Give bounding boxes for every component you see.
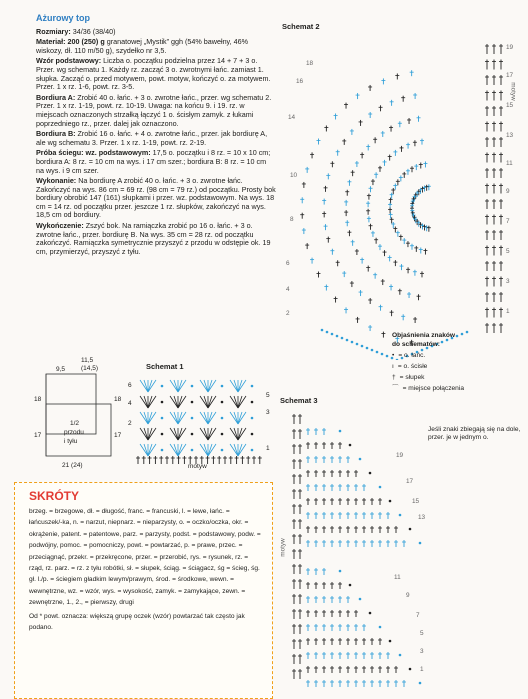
s2-row-10: 10 — [290, 172, 298, 179]
s2-row-3: 3 — [506, 278, 510, 285]
s2-row-11: 11 — [506, 160, 513, 167]
chart-mark — [191, 401, 194, 404]
piece-label-2: przodu — [64, 429, 84, 436]
chart-mark — [326, 331, 329, 334]
legend-heading-1: Objaśnienia znaków — [392, 332, 456, 339]
chart-mark — [178, 412, 182, 424]
chart-mark — [351, 341, 354, 344]
chart-mark — [208, 380, 216, 392]
chart-mark — [208, 396, 216, 408]
para-7: Wykończenie: Zszyć bok. Na ramiączka zrobić po 16 o. łańc. + 3 o. zwrotne łańc., przer. bordiurę B. Na wys. 35 cm = 28 rz. od początku zakończyć. Ramiączka symetrycznie przyszyć z przodu w odstępie ok. 19 cm, przymierzyć, przyszyć z tyłu. — [36, 221, 271, 256]
chart-mark — [161, 433, 164, 436]
dim-left-top: 9,5 — [56, 366, 66, 373]
schemat-3-title: Schemat 3 — [280, 396, 318, 405]
chart-mark — [251, 401, 254, 404]
chart-mark — [234, 428, 238, 440]
chart-mark — [238, 412, 242, 424]
chart-mark — [208, 444, 216, 456]
schemat-3-svg — [280, 408, 440, 694]
s2-row-13: 13 — [506, 132, 514, 139]
chart-mark — [238, 396, 246, 408]
dim-top-sub: (14,5) — [81, 365, 98, 372]
chart-mark — [389, 500, 392, 503]
chart-mark — [369, 472, 372, 475]
abbreviations-note: Od * powt. oznacza: większą grupę oczek (wzór) powtarzać tak często jak podano. — [29, 612, 245, 632]
page-title: Ażurowy top — [36, 13, 90, 23]
chart-mark — [389, 640, 392, 643]
chart-mark — [148, 428, 156, 440]
para-2: Wzór podstawowy: Liczba o. początku podzielna przez 14 + 7 + 3 o. Przer. wg schematu 1. Każdy rz. zacząć 3 o. zwrotnymi łańc. zamiast 1. słupka. Zacząć o. przed motywem, powt. motyw, kończyć o. za motywem. Przer. 1 x rz. 1-6, powt. rz. 3-5. — [36, 56, 271, 92]
chart-mark — [221, 449, 224, 452]
chart-mark — [409, 528, 412, 531]
chart-mark — [148, 380, 156, 392]
chart-mark — [339, 570, 342, 573]
s3-row-9: 9 — [406, 592, 410, 599]
chart-mark — [178, 428, 182, 440]
chart-mark — [208, 444, 212, 456]
para-3: Bordiura A: Zrobić 40 o. łańc. + 3 o. zwrotne łańc., przer. wg schematu 2. Przer. 1 x rz. 1-19, powt. rz. 10-19. Uwaga: na końcu 9. i 19. rz. w miejscach oznaczonych strzałką łączyć 1 o. ścisłym zamyk. z łukami poprzedniego rz., przer. dalej jak oznaczono. — [36, 92, 272, 128]
chart-mark — [178, 428, 186, 440]
legend-item-sc: ı = o. ścisłe — [392, 363, 428, 370]
chart-mark — [238, 412, 246, 424]
chart-mark — [381, 353, 384, 356]
chart-mark — [144, 444, 148, 456]
chart-mark — [251, 433, 254, 436]
chart-mark — [191, 433, 194, 436]
chart-mark — [200, 412, 208, 424]
s2-row-6: 6 — [286, 260, 290, 267]
chart-mark — [170, 444, 178, 456]
chart-mark — [191, 385, 194, 388]
schemat-3 — [280, 396, 440, 696]
s3-row-15: 15 — [412, 498, 420, 505]
arc-icon: ⌒ — [392, 385, 399, 392]
bar-icon: ı — [392, 363, 394, 370]
chart-mark — [208, 380, 212, 392]
chart-mark — [230, 444, 238, 456]
chart-mark — [361, 345, 364, 348]
s2-row-5: 5 — [506, 248, 510, 255]
chart-mark — [204, 428, 208, 440]
pattern-text — [36, 14, 276, 258]
s1-row-3: 3 — [266, 409, 270, 416]
chart-mark — [144, 428, 148, 440]
dim-17: 17 — [34, 432, 42, 439]
chart-mark — [366, 347, 369, 350]
legend — [392, 331, 500, 393]
s3-row-19: 19 — [396, 452, 404, 459]
chart-mark — [148, 444, 156, 456]
chart-mark — [161, 417, 164, 420]
chart-mark — [140, 444, 148, 456]
chart-mark — [238, 444, 242, 456]
s2-row-14: 14 — [288, 114, 296, 121]
chart-mark — [174, 444, 178, 456]
chart-mark — [251, 417, 254, 420]
dim-top: 11,5 — [81, 357, 94, 364]
s2-row-17: 17 — [506, 72, 514, 79]
chart-mark — [208, 412, 212, 424]
chart-mark — [234, 444, 238, 456]
abbreviations-text: brzeg. = brzegowe, dł. = długość, franc. = francuski, l. = lewe, łańc. = łańcuszek/-ka, n. = narzut, niepnarz. = nieparzysty, o. = oczko/oczka, okr. = okrążenie, patent. = patentowe, parz. = parzysty, podst. = podstawowy, podw. = podwójny, pomoc. = pomocniczy, powt. = powtarzać, p. = prawe, przec. = przeciągnąć, przekr. = przekręcone, przer. = przerobić, rys. = rysunek, rz. = rząd, rz. parz. = rz. z tyłu robótki, sł. = słupek, ściąg. = ściągacz, śg = ścieg, śg. gł. l./p. = ściegiem gładkim lewym/prawym, środ. = środkowe, wewn. = wewnętrzne, wz. = wzór, wys. = wysokość, zamyk. = zamykające, zewn. = zewnętrzne, 1., 2., = pierwszy, drugi — [29, 508, 261, 607]
chart-mark — [178, 396, 186, 408]
chart-mark — [409, 668, 412, 671]
legend-note: Jeśli znaki zbiegają się na dole, przer. je w jednym o. — [428, 426, 521, 442]
para-5: Próba ściegu: wz. podstawowym: 17,5 o. początku i 8 rz. = 10 x 10 cm; bordiura A: 8 rz. = 10 cm na wys. i 17 cm szer.; bordiura B: 8 rz. = 10 cm na wys. i 9 cm szer. — [36, 148, 271, 175]
chart-mark — [178, 380, 182, 392]
chart-mark — [369, 612, 372, 615]
s3-row-11: 11 — [394, 574, 401, 581]
dagger-icon: † — [392, 374, 396, 381]
chart-mark — [230, 396, 238, 408]
chart-mark — [399, 654, 402, 657]
chart-mark — [140, 428, 148, 440]
chart-mark — [238, 428, 246, 440]
chart-mark — [346, 339, 349, 342]
chart-mark — [161, 401, 164, 404]
s2-row-1: 1 — [506, 308, 510, 315]
chart-mark — [174, 412, 178, 424]
chart-mark — [174, 396, 178, 408]
chart-mark — [200, 396, 208, 408]
chart-mark — [386, 355, 389, 358]
chart-mark — [230, 412, 238, 424]
chart-mark — [238, 380, 242, 392]
pattern-sketch — [26, 356, 131, 474]
chart-mark — [178, 444, 186, 456]
s2-row-9: 9 — [506, 188, 510, 195]
chart-mark — [359, 598, 362, 601]
chart-mark — [178, 396, 182, 408]
chart-mark — [230, 380, 238, 392]
s2-row-7: 7 — [506, 218, 510, 225]
chart-mark — [349, 584, 352, 587]
chart-mark — [221, 401, 224, 404]
chart-mark — [230, 428, 238, 440]
s2-row-18: 18 — [306, 60, 314, 67]
chart-mark — [356, 343, 359, 346]
chart-mark — [200, 380, 208, 392]
chart-mark — [238, 428, 242, 440]
legend-item-join: ⌒ = miejsce połączenia — [392, 385, 464, 392]
schemat-1-title: Schemat 1 — [146, 362, 184, 371]
s1-row-4: 4 — [128, 400, 132, 407]
s3-row-1: 1 — [420, 666, 424, 673]
chart-mark — [200, 428, 208, 440]
chart-mark — [359, 458, 362, 461]
para-6: Wykonanie: Na bordiurę A zrobić 40 o. łańc. + 3 o. zwrotne łańc. Zakończyć na wys. 86 cm = 69 rz. (98 cm = 79 rz.) od początku. Prosty bok bordiury obrobić 147 (161) słupkami i przer. wz. podstawowym. Na wys. 18 cm = 14 rz. od początku przer. jeszcze 1 rz. słupków, zakończyć na wys. 18,5 cm od bordiury. — [36, 176, 276, 220]
chart-mark — [399, 514, 402, 517]
chart-mark — [140, 412, 148, 424]
s2-row-2: 2 — [286, 310, 290, 317]
chart-mark — [200, 444, 208, 456]
chart-mark — [140, 380, 148, 392]
chart-mark — [208, 428, 212, 440]
chart-mark — [341, 337, 344, 340]
chart-mark — [148, 412, 152, 424]
dim-17-right: 17 — [114, 432, 122, 439]
chart-mark — [148, 428, 152, 440]
chart-mark — [238, 380, 246, 392]
chart-mark — [191, 449, 194, 452]
s1-motyw: motyw — [188, 463, 207, 470]
chart-mark — [161, 449, 164, 452]
chart-mark — [376, 351, 379, 354]
chart-mark — [178, 380, 186, 392]
dot-icon: • — [392, 352, 395, 359]
chart-mark — [204, 444, 208, 456]
s3-row-17: 17 — [406, 478, 414, 485]
dim-bottom: 21 (24) — [62, 462, 83, 469]
chart-mark — [234, 396, 238, 408]
s2-row-16: 16 — [296, 78, 304, 85]
schemat-2 — [282, 22, 518, 357]
chart-mark — [178, 412, 186, 424]
schemat-1 — [128, 362, 278, 474]
chart-mark — [371, 349, 374, 352]
chart-mark — [208, 428, 216, 440]
chart-mark — [419, 682, 422, 685]
chart-mark — [148, 412, 156, 424]
chart-mark — [174, 428, 178, 440]
schemat-2-svg — [282, 30, 518, 360]
chart-mark — [161, 385, 164, 388]
chart-mark — [238, 444, 246, 456]
chart-mark — [170, 380, 178, 392]
s2-row-8: 8 — [290, 216, 294, 223]
para-4: Bordiura B: Zrobić 16 o. łańc. + 4 o. zwrotne łańc., przer. jak bordiurę A, ale wg schematu 3. Przer. 1 x rz. 1-19, powt. rz. 2-19. — [36, 129, 268, 147]
chart-mark — [238, 396, 242, 408]
para-1: Materiał: 200 (250) g granatowej „Mystik” ggh (54% bawełny, 46% wiskozy, dł. 110 m/50 g), szydełko nr 3,5. — [36, 37, 249, 55]
chart-mark — [251, 385, 254, 388]
s3-row-7: 7 — [416, 612, 420, 619]
chart-mark — [140, 396, 148, 408]
chart-mark — [221, 417, 224, 420]
legend-item-dc: † = słupek — [392, 374, 425, 381]
s1-row-6: 6 — [128, 382, 132, 389]
chart-mark — [379, 626, 382, 629]
chart-mark — [170, 412, 178, 424]
piece-label-3: i tyłu — [64, 438, 78, 445]
chart-mark — [148, 444, 152, 456]
s3-motyw: motyw — [279, 538, 287, 557]
chart-mark — [204, 380, 208, 392]
schemat-2-title: Schemat 2 — [282, 22, 320, 31]
s2-row-19: 19 — [506, 44, 514, 51]
legend-item-chain: • = o. łańc. — [392, 352, 426, 359]
chart-mark — [234, 412, 238, 424]
abbreviations-heading: SKRÓTY — [29, 489, 80, 503]
piece-label-1: 1/2 — [70, 420, 80, 427]
chart-mark — [221, 433, 224, 436]
chart-mark — [321, 329, 324, 332]
chart-mark — [331, 333, 334, 336]
chart-mark — [336, 335, 339, 338]
s3-row-3: 3 — [420, 648, 424, 655]
chart-mark — [170, 396, 178, 408]
legend-heading-2: do schematów: — [392, 341, 440, 348]
chart-mark — [174, 380, 178, 392]
s1-row-1: 1 — [266, 445, 270, 452]
s2-row-4: 4 — [286, 286, 290, 293]
chart-mark — [349, 444, 352, 447]
s2-row-15: 15 — [506, 102, 514, 109]
chart-mark — [148, 396, 156, 408]
chart-mark — [208, 412, 216, 424]
chart-mark — [178, 444, 182, 456]
chart-mark — [170, 428, 178, 440]
chart-mark — [144, 412, 148, 424]
para-0: Rozmiary: 34/36 (38/40) — [36, 26, 116, 36]
chart-mark — [148, 380, 152, 392]
abbreviations-box — [14, 482, 273, 699]
schemat-1-svg — [128, 376, 278, 476]
chart-mark — [204, 412, 208, 424]
chart-mark — [144, 396, 148, 408]
chart-mark — [419, 542, 422, 545]
chart-mark — [221, 385, 224, 388]
s1-row-2: 2 — [128, 420, 132, 427]
s1-row-5: 5 — [266, 392, 270, 399]
s3-row-5: 5 — [420, 630, 424, 637]
dim-18-right: 18 — [114, 396, 122, 403]
chart-mark — [251, 449, 254, 452]
chart-mark — [144, 380, 148, 392]
chart-mark — [234, 380, 238, 392]
chart-mark — [191, 417, 194, 420]
chart-mark — [339, 430, 342, 433]
pattern-sketch-svg — [26, 356, 131, 474]
chart-mark — [379, 486, 382, 489]
chart-mark — [148, 396, 152, 408]
s2-motyw: motyw — [509, 82, 517, 101]
chart-mark — [204, 396, 208, 408]
dim-18: 18 — [34, 396, 42, 403]
chart-mark — [208, 396, 212, 408]
s3-row-13: 13 — [418, 514, 426, 521]
